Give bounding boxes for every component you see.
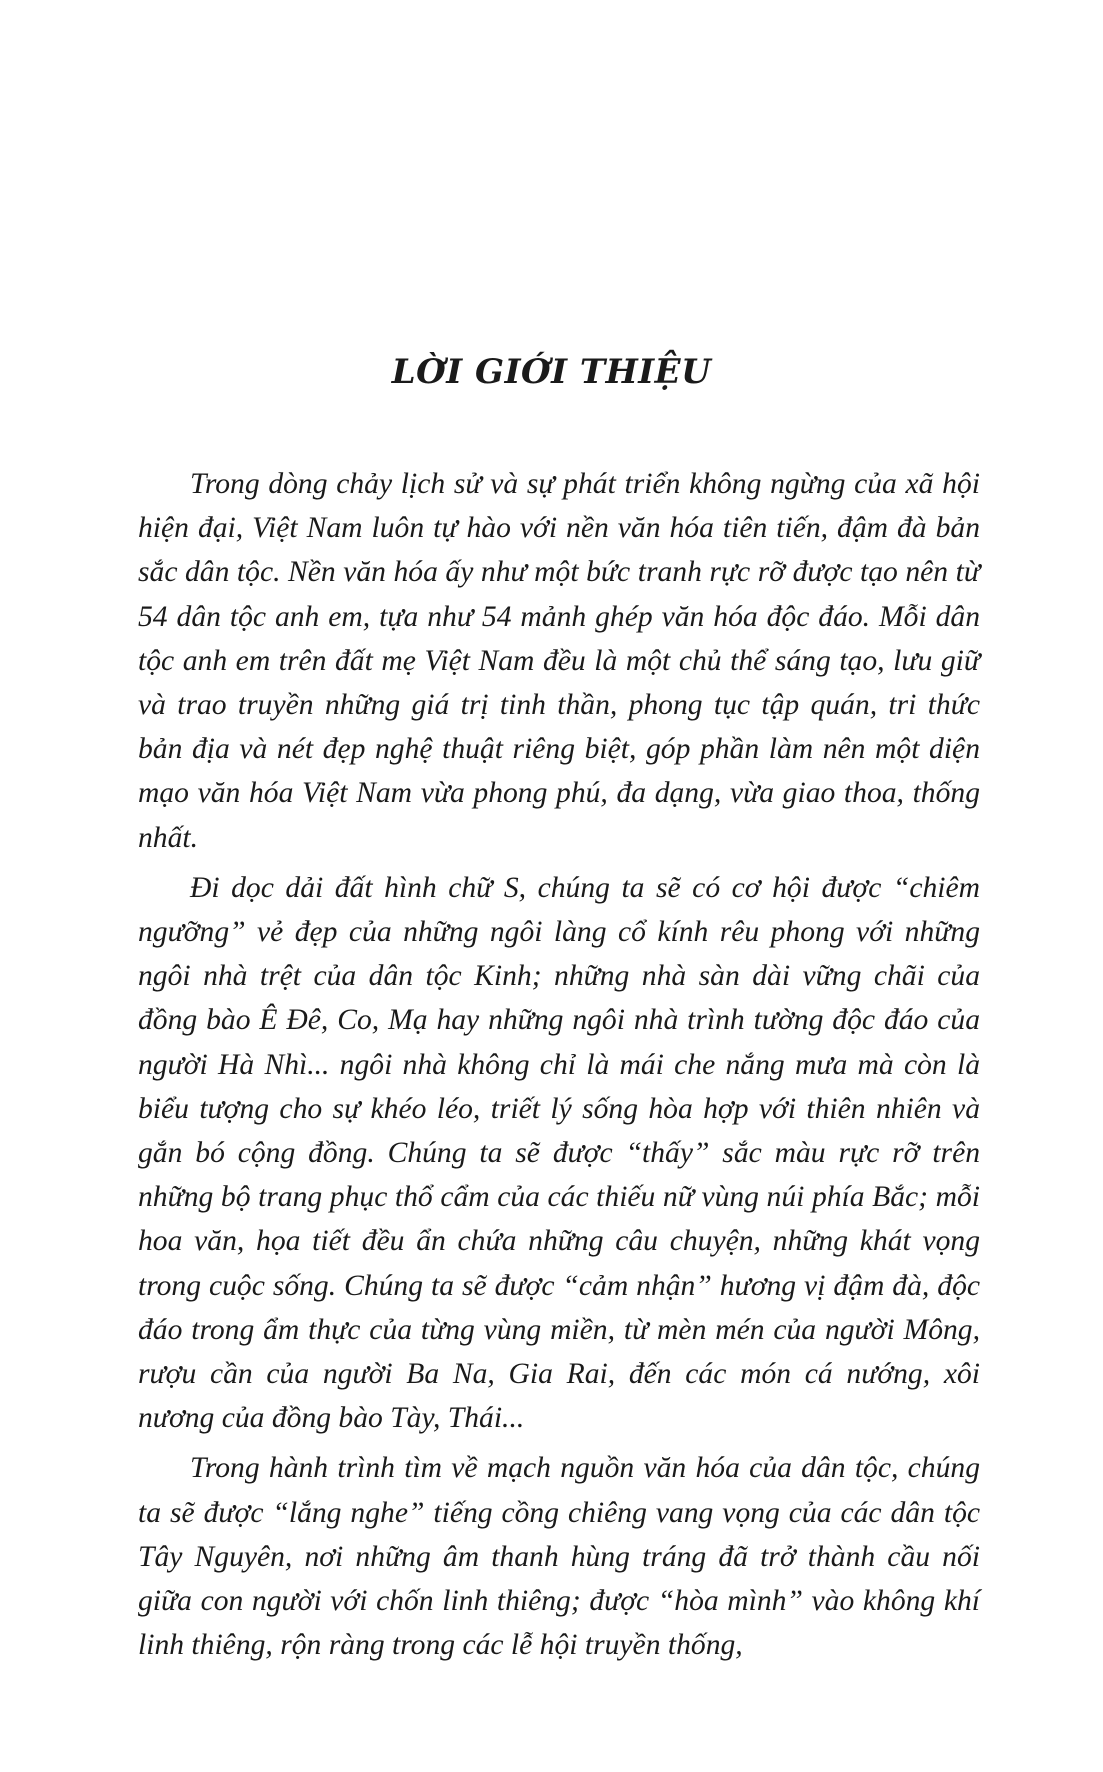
paragraph: Đi dọc dải đất hình chữ S, chúng ta sẽ có cơ hội được “chiêm ngưỡng” vẻ đẹp của những ngôi làng cổ kính rêu phong với những ngôi nhà trệt của dân tộc Kinh; những nhà sàn dài vững chãi của đồng bào Ê Đê, Co, Mạ hay những ngôi nhà trình tường độc đáo của người Hà Nhì... ngôi nhà không chỉ là mái che nắng mưa mà còn là biểu tượng cho sự khéo léo, triết lý sống hòa hợp với thiên nhiên và gắn bó cộng đồng. Chúng ta sẽ được “thấy” sắc màu rực rỡ trên những bộ trang phục thổ cẩm của các thiếu nữ vùng núi phía Bắc; mỗi hoa văn, họa tiết đều ẩn chứa những câu chuyện, những khát vọng trong cuộc sống. Chúng ta sẽ được “cảm nhận” hương vị đậm đà, độc đáo trong ẩm thực của từng vùng miền, từ mèn mén của người Mông, rượu cần của người Ba Na, Gia Rai, đến các món cá nướng, xôi nương của đồng bào Tày, Thái... — [138, 871, 980, 1435]
paragraph: Trong dòng chảy lịch sử và sự phát triển không ngừng của xã hội hiện đại, Việt Nam luôn tự hào với nền văn hóa tiên tiến, đậm đà bản sắc dân tộc. Nền văn hóa ấy như một bức tranh rực rỡ được tạo nên từ 54 dân tộc anh em, tựa như 54 mảnh ghép văn hóa độc đáo. Mỗi dân tộc anh em trên đất mẹ Việt Nam đều là một chủ thể sáng tạo, lưu giữ và trao truyền những giá trị tinh thần, phong tục tập quán, tri thức bản địa và nét đẹp nghệ thuật riêng biệt, góp phần làm nên một diện mạo văn hóa Việt Nam vừa phong phú, đa dạng, vừa giao thoa, thống nhất. — [138, 468, 980, 854]
paragraph: Trong hành trình tìm về mạch nguồn văn hóa của dân tộc, chúng ta sẽ được “lắng nghe” tiếng cồng chiêng vang vọng của các dân tộc Tây Nguyên, nơi những âm thanh hùng tráng đã trở thành cầu nối giữa con người với chốn linh thiêng; được “hòa mình” vào không khí linh thiêng, rộn ràng trong các lễ hội truyền thống, — [138, 1452, 980, 1662]
body-text — [138, 462, 980, 1673]
page-title: LỜI GIỚI THIỆU — [391, 352, 712, 392]
